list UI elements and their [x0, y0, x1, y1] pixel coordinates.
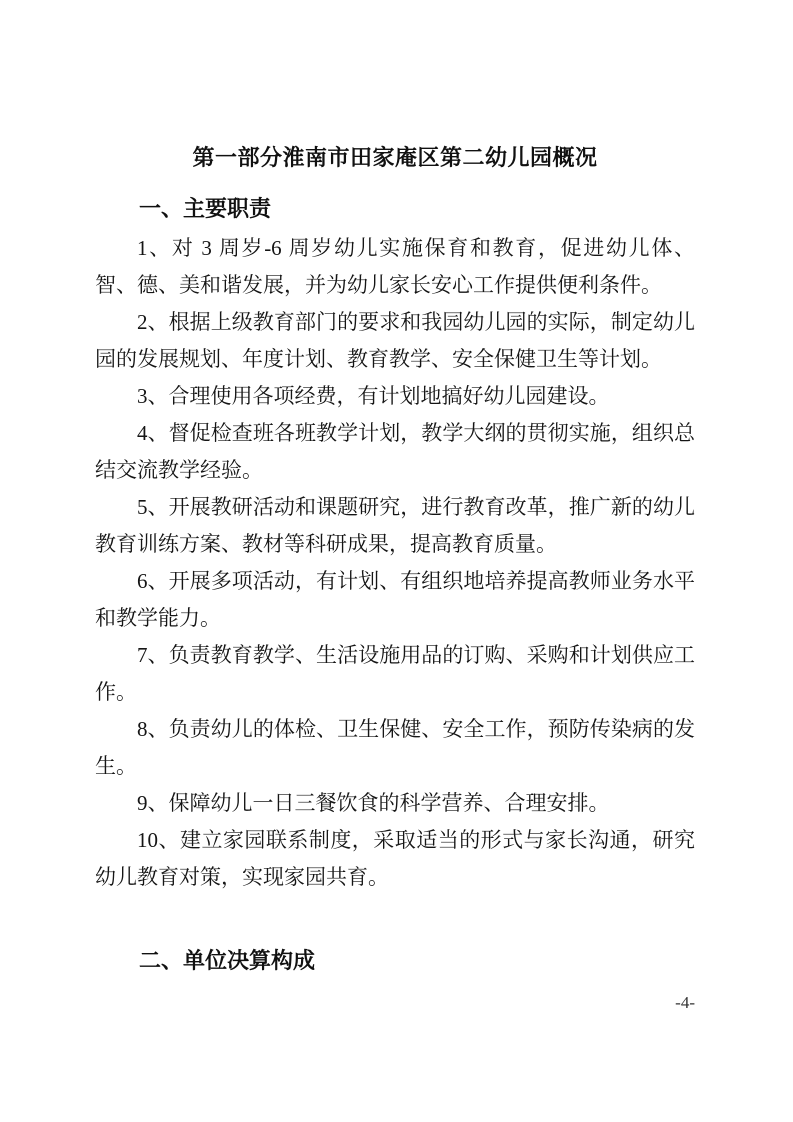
- section-body-main-duties: [95, 230, 695, 896]
- section-heading-main-duties: 一、主要职责: [139, 196, 272, 221]
- duty-item-6: 6、开展多项活动，有计划、有组织地培养提高教师业务水平和教学能力。: [95, 569, 695, 630]
- duty-item-10: 10、建立家园联系制度，采取适当的形式与家长沟通，研究幼儿教育对策，实现家园共育。: [95, 828, 695, 889]
- page-number: -4-: [675, 993, 695, 1012]
- duty-item-3: 3、合理使用各项经费，有计划地搞好幼儿园建设。: [137, 384, 610, 408]
- document-title: 第一部分淮南市田家庵区第二幼儿园概况: [192, 145, 598, 170]
- document-content: [95, 0, 695, 974]
- duty-item-4: 4、督促检查班各班教学计划，教学大纲的贯彻实施，组织总结交流教学经验。: [95, 421, 695, 482]
- duty-item-5: 5、开展教研活动和课题研究，进行教育改革，推广新的幼儿教育训练方案、教材等科研成果，提高教育质量。: [95, 495, 695, 556]
- duty-item-8: 8、负责幼儿的体检、卫生保健、安全工作，预防传染病的发生。: [95, 717, 695, 778]
- duty-item-1: 1、对 3 周岁-6 周岁幼儿实施保育和教育，促进幼儿体、智、德、美和谐发展，并为幼儿家长安心工作提供便利条件。: [95, 236, 695, 297]
- section-heading-budget-composition: 二、单位决算构成: [139, 948, 316, 973]
- duty-item-7: 7、负责教育教学、生活设施用品的订购、采购和计划供应工作。: [95, 643, 695, 704]
- duty-item-2: 2、根据上级教育部门的要求和我园幼儿园的实际，制定幼儿园的发展规划、年度计划、教育教学、安全保健卫生等计划。: [95, 310, 695, 371]
- duty-item-9: 9、保障幼儿一日三餐饮食的科学营养、合理安排。: [137, 791, 610, 815]
